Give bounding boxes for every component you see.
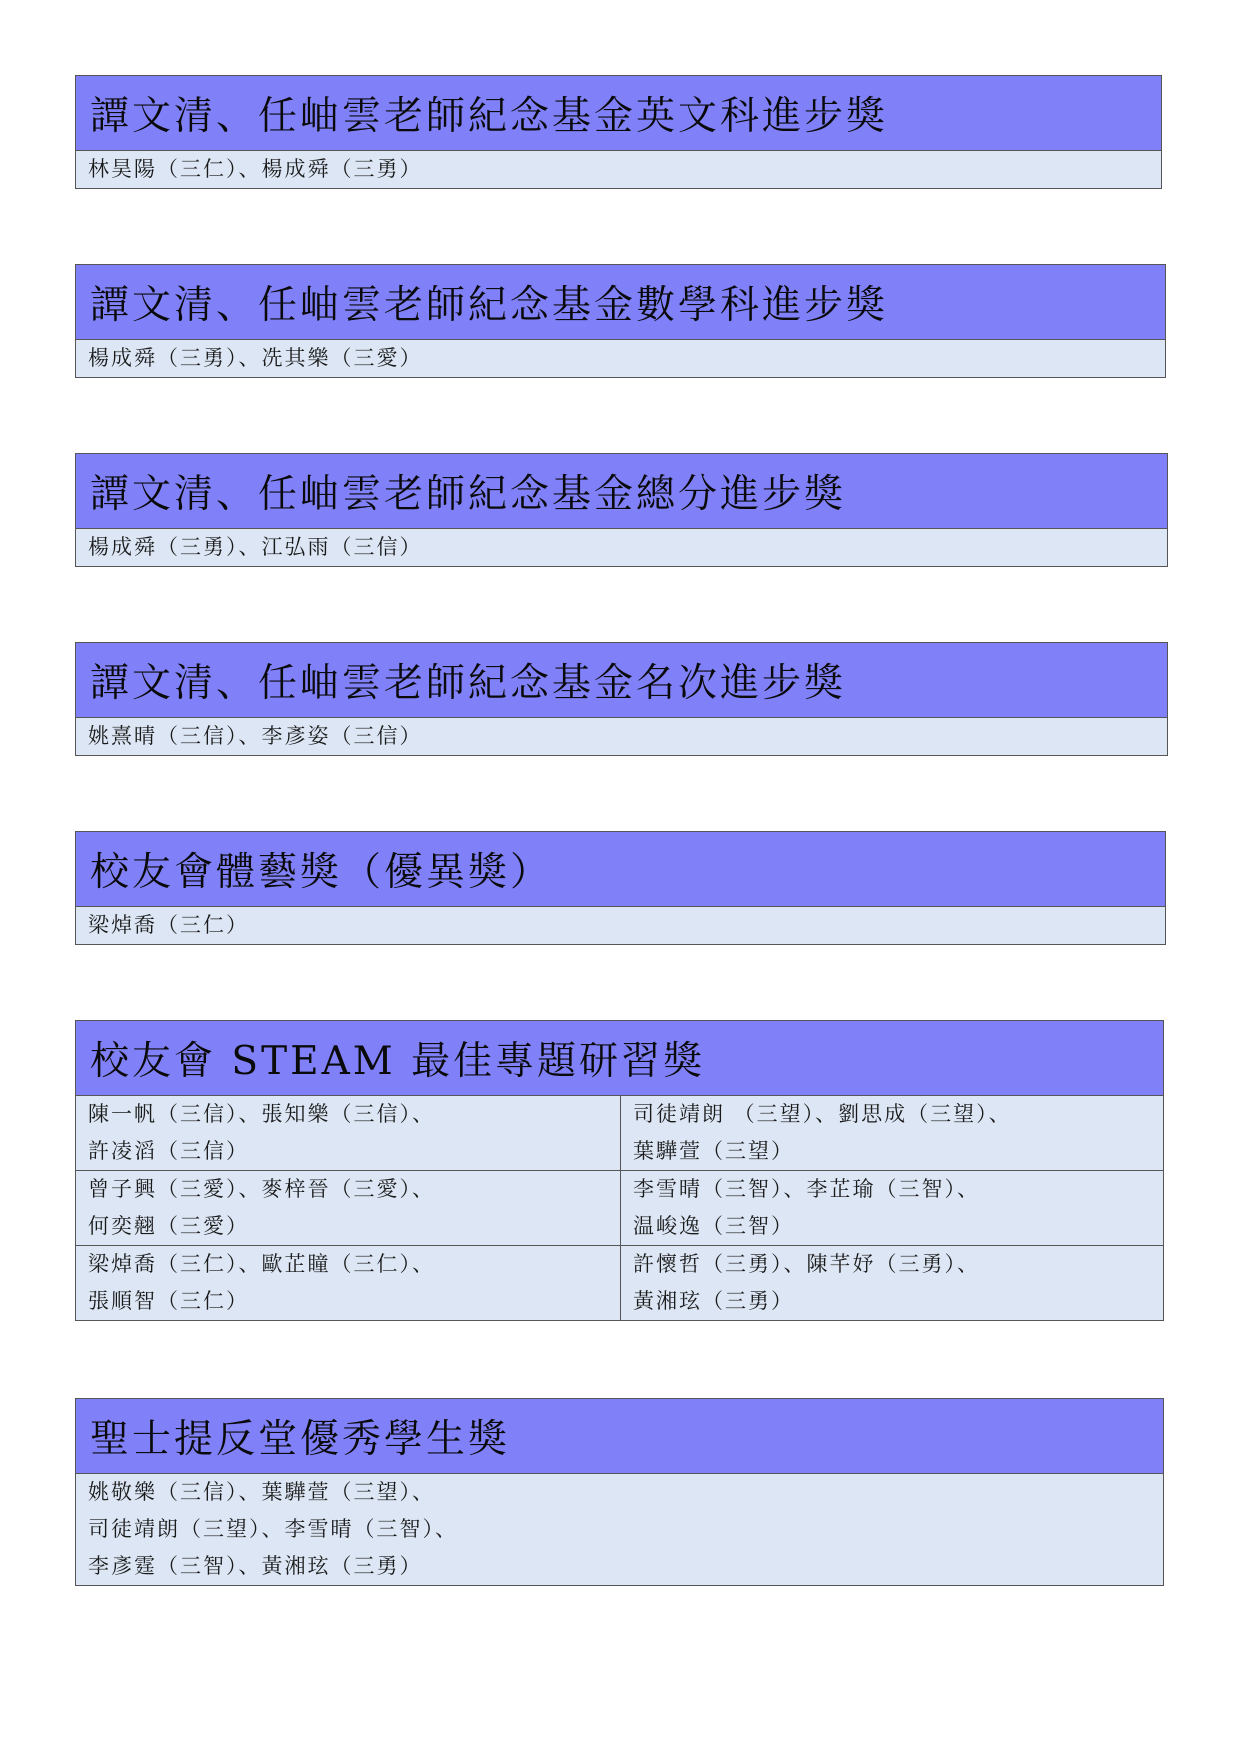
award-recipients [76, 529, 1167, 566]
award-title: 譚文清、任岫雲老師紀念基金英文科進步獎 [76, 76, 1161, 151]
recipient-cell-left [76, 1246, 620, 1320]
recipient-grid-row [76, 1245, 1163, 1320]
award-recipients [76, 1474, 1163, 1585]
award-math-progress [75, 264, 1166, 378]
award-recipients [76, 718, 1167, 755]
award-st-stephens-outstanding-student [75, 1398, 1164, 1586]
recipient-line: 梁焯喬（三仁） [88, 913, 249, 937]
recipient-line: 司徒靖朗（三望）、李雪晴（三智）、 [88, 1517, 458, 1541]
recipient-cell-left [76, 1171, 620, 1245]
recipient-cell-left [76, 1096, 620, 1170]
recipient-line: 李彥霆（三智）、黃湘玹（三勇） [88, 1554, 423, 1578]
recipient-line: 司徒靖朗 （三望）、劉思成（三望）、 [633, 1102, 1012, 1126]
award-alumni-sports-arts [75, 831, 1166, 945]
award-english-progress [75, 75, 1162, 189]
recipient-line: 許凌滔（三信） [88, 1139, 249, 1163]
recipient-line: 楊成舜（三勇）、冼其樂（三愛） [88, 346, 423, 370]
recipient-line: 何奕翹（三愛） [88, 1214, 249, 1238]
recipient-line: 黃湘玹（三勇） [633, 1289, 794, 1313]
award-title: 校友會體藝獎（優異獎） [76, 832, 1165, 907]
award-recipients-grid [76, 1096, 1163, 1320]
recipient-line: 姚熹晴（三信）、李彥姿（三信） [88, 724, 423, 748]
recipient-line: 梁焯喬（三仁）、歐芷瞳（三仁）、 [88, 1252, 435, 1276]
award-title: 聖士提反堂優秀學生獎 [76, 1399, 1163, 1474]
award-recipients [76, 907, 1165, 944]
recipient-cell-right [620, 1171, 1163, 1245]
recipient-line: 陳一帆（三信）、張知樂（三信）、 [88, 1102, 435, 1126]
award-recipients [76, 340, 1165, 377]
recipient-line: 李雪晴（三智）、李芷瑜（三智）、 [633, 1177, 980, 1201]
recipient-line: 林昊陽（三仁）、楊成舜（三勇） [88, 157, 423, 181]
recipient-line: 温峻逸（三智） [633, 1214, 794, 1238]
award-rank-progress [75, 642, 1168, 756]
recipient-line: 葉驊萱（三望） [633, 1139, 794, 1163]
award-recipients [76, 151, 1161, 188]
recipient-line: 張順智（三仁） [88, 1289, 249, 1313]
recipient-cell-right [620, 1096, 1163, 1170]
recipient-line: 楊成舜（三勇）、江弘雨（三信） [88, 535, 423, 559]
award-alumni-steam [75, 1020, 1164, 1321]
award-title: 譚文清、任岫雲老師紀念基金名次進步獎 [76, 643, 1167, 718]
recipient-line: 曾子興（三愛）、麥梓晉（三愛）、 [88, 1177, 435, 1201]
award-title: 譚文清、任岫雲老師紀念基金數學科進步獎 [76, 265, 1165, 340]
award-title: 譚文清、任岫雲老師紀念基金總分進步獎 [76, 454, 1167, 529]
recipient-grid-row [76, 1096, 1163, 1170]
recipient-grid-row [76, 1170, 1163, 1245]
award-total-score-progress [75, 453, 1168, 567]
award-title: 校友會 STEAM 最佳專題研習獎 [76, 1021, 1163, 1096]
recipient-line: 姚敬樂（三信）、葉驊萱（三望）、 [88, 1480, 435, 1504]
recipient-cell-right [620, 1246, 1163, 1320]
recipient-line: 許懷哲（三勇）、陳芊妤（三勇）、 [633, 1252, 980, 1276]
